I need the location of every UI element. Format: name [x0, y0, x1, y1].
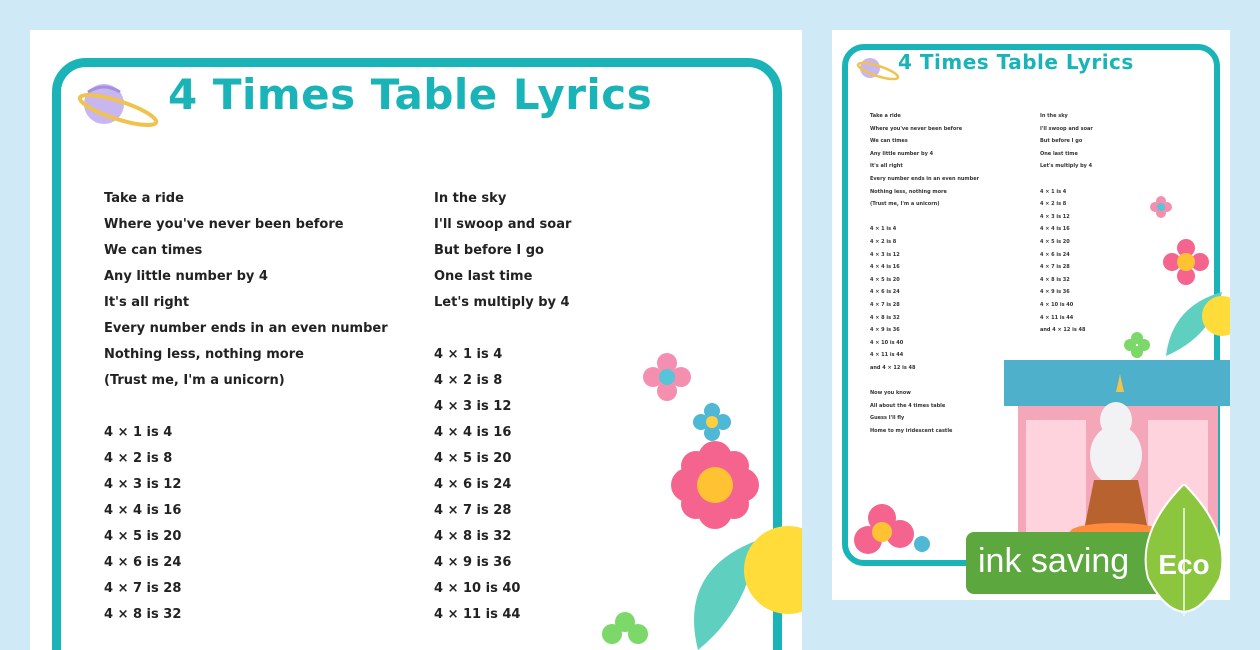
- lyric-line: 4 × 5 is 20: [870, 276, 900, 283]
- lyric-line: But before I go: [434, 243, 544, 258]
- lyric-line: Guess I'll fly: [870, 415, 905, 422]
- page-title: 4 Times Table Lyrics: [168, 70, 653, 119]
- lyric-line: 4 × 1 is 4: [434, 347, 503, 362]
- lyric-line: 4 × 4 is 16: [870, 264, 900, 271]
- lyric-line: Every number ends in an even number: [104, 321, 388, 336]
- lyric-line: 4 × 11 is 44: [870, 352, 904, 359]
- lyrics-column-1: [870, 110, 979, 437]
- lyric-line: 4 × 2 is 8: [870, 238, 897, 245]
- lyric-line: We can times: [104, 243, 203, 258]
- lyric-line: Nothing less, nothing more: [104, 347, 304, 362]
- lyric-line: Any little number by 4: [870, 150, 934, 157]
- ink-saving-label: ink saving: [978, 542, 1130, 580]
- lyric-line: 4 × 5 is 20: [434, 451, 512, 466]
- lyric-line: 4 × 3 is 12: [104, 477, 182, 492]
- lyric-line: 4 × 9 is 36: [870, 327, 900, 334]
- lyric-line: 4 × 5 is 20: [104, 529, 182, 544]
- planet-icon: [74, 78, 160, 134]
- stanza-gap: [1040, 173, 1093, 186]
- lyric-line: Any little number by 4: [104, 269, 268, 284]
- lyric-line: Home to my iridescent castle: [870, 427, 953, 434]
- lyric-line: Let's multiply by 4: [1040, 163, 1093, 170]
- flower-icon: [600, 610, 650, 650]
- flower-icon: [1162, 238, 1210, 286]
- lyric-line: 4 × 5 is 20: [1040, 238, 1070, 245]
- lyric-line: 4 × 4 is 16: [104, 503, 182, 518]
- lyric-line: 4 × 10 is 40: [870, 339, 904, 346]
- lyric-line: Where you've never been before: [870, 125, 963, 132]
- lyric-line: I'll swoop and soar: [1040, 125, 1093, 132]
- lyric-line: 4 × 2 is 8: [434, 373, 503, 388]
- lyric-line: and 4 × 12 is 48: [870, 364, 916, 371]
- lyric-line: and 4 × 12 is 48: [1040, 327, 1086, 334]
- lyric-line: 4 × 6 is 24: [434, 477, 512, 492]
- flower-icon: [692, 402, 732, 442]
- stanza-gap: [434, 316, 571, 342]
- lyric-line: 4 × 6 is 24: [1040, 251, 1070, 258]
- lyric-line: (Trust me, I'm a unicorn): [870, 201, 940, 208]
- flower-icon: [852, 500, 932, 560]
- lyric-line: 4 × 8 is 32: [870, 314, 900, 321]
- lyric-line: Let's multiply by 4: [434, 295, 570, 310]
- lyric-line: 4 × 8 is 32: [434, 529, 512, 544]
- lyric-line: 4 × 2 is 8: [104, 451, 173, 466]
- lyric-line: 4 × 4 is 16: [434, 425, 512, 440]
- stanza-gap: [870, 211, 979, 224]
- lyric-line: 4 × 4 is 16: [1040, 226, 1070, 233]
- lyric-line: 4 × 7 is 28: [434, 503, 512, 518]
- stanza-gap: [870, 374, 979, 387]
- lyric-line: Where you've never been before: [104, 217, 344, 232]
- lyric-line: Now you know: [870, 390, 911, 397]
- lyric-line: It's all right: [870, 163, 903, 170]
- lyric-line: Take a ride: [104, 191, 184, 206]
- lyric-line: 4 × 7 is 28: [870, 301, 900, 308]
- lyric-line: 4 × 6 is 24: [870, 289, 900, 296]
- flower-icon: [642, 352, 692, 402]
- flower-icon: [1124, 332, 1150, 358]
- lyrics-column-2: [1040, 110, 1093, 337]
- lyric-line: 4 × 10 is 40: [434, 581, 521, 596]
- lyric-line: Take a ride: [870, 113, 901, 119]
- lyric-line: 4 × 8 is 32: [104, 607, 182, 622]
- lyric-line: One last time: [1040, 150, 1078, 157]
- lyric-line: We can times: [870, 138, 908, 145]
- lyric-line: It's all right: [104, 295, 190, 310]
- lyric-line: 4 × 11 is 44: [434, 607, 521, 622]
- planet-icon: [854, 54, 900, 84]
- lyric-line: Every number ends in an even number: [870, 175, 980, 182]
- lyric-line: 4 × 3 is 12: [1040, 213, 1070, 220]
- lyric-line: 4 × 1 is 4: [1040, 188, 1067, 195]
- lyric-line: 4 × 3 is 12: [870, 251, 900, 258]
- lyric-line: 4 × 7 is 28: [104, 581, 182, 596]
- lyric-line: 4 × 7 is 28: [1040, 264, 1070, 271]
- lyric-line: Nothing less, nothing more: [870, 188, 947, 195]
- lyric-line: (Trust me, I'm a unicorn): [104, 373, 285, 388]
- lyric-line: 4 × 3 is 12: [434, 399, 512, 414]
- lyric-line: I'll swoop and soar: [434, 217, 572, 232]
- lyrics-column-1: [104, 186, 388, 628]
- lyrics-column-2: [434, 186, 571, 628]
- lyric-line: 4 × 9 is 36: [434, 555, 512, 570]
- leaf-shape: [658, 510, 802, 650]
- lyric-line: 4 × 11 is 44: [1040, 314, 1074, 321]
- lyric-line: 4 × 1 is 4: [104, 425, 173, 440]
- lyric-line: One last time: [434, 269, 533, 284]
- lyric-line: 4 × 2 is 8: [1040, 201, 1067, 208]
- page-title: 4 Times Table Lyrics: [898, 50, 1134, 74]
- eco-label: Eco: [1158, 549, 1210, 580]
- stanza-gap: [104, 394, 388, 420]
- lyrics-sheet-large: [30, 30, 802, 650]
- lyric-line: But before I go: [1040, 138, 1083, 145]
- lyric-line: 4 × 10 is 40: [1040, 301, 1074, 308]
- lyric-line: 4 × 8 is 32: [1040, 276, 1070, 283]
- lyric-line: In the sky: [434, 191, 507, 206]
- flower-icon: [1150, 196, 1172, 218]
- leaf-icon: [1134, 484, 1234, 616]
- lyric-line: 4 × 9 is 36: [1040, 289, 1070, 296]
- lyric-line: In the sky: [1040, 113, 1068, 119]
- lyric-line: 4 × 6 is 24: [104, 555, 182, 570]
- lyric-line: All about the 4 times table: [870, 402, 946, 409]
- lyric-line: 4 × 1 is 4: [870, 226, 897, 233]
- leaf-shape: [1162, 286, 1230, 356]
